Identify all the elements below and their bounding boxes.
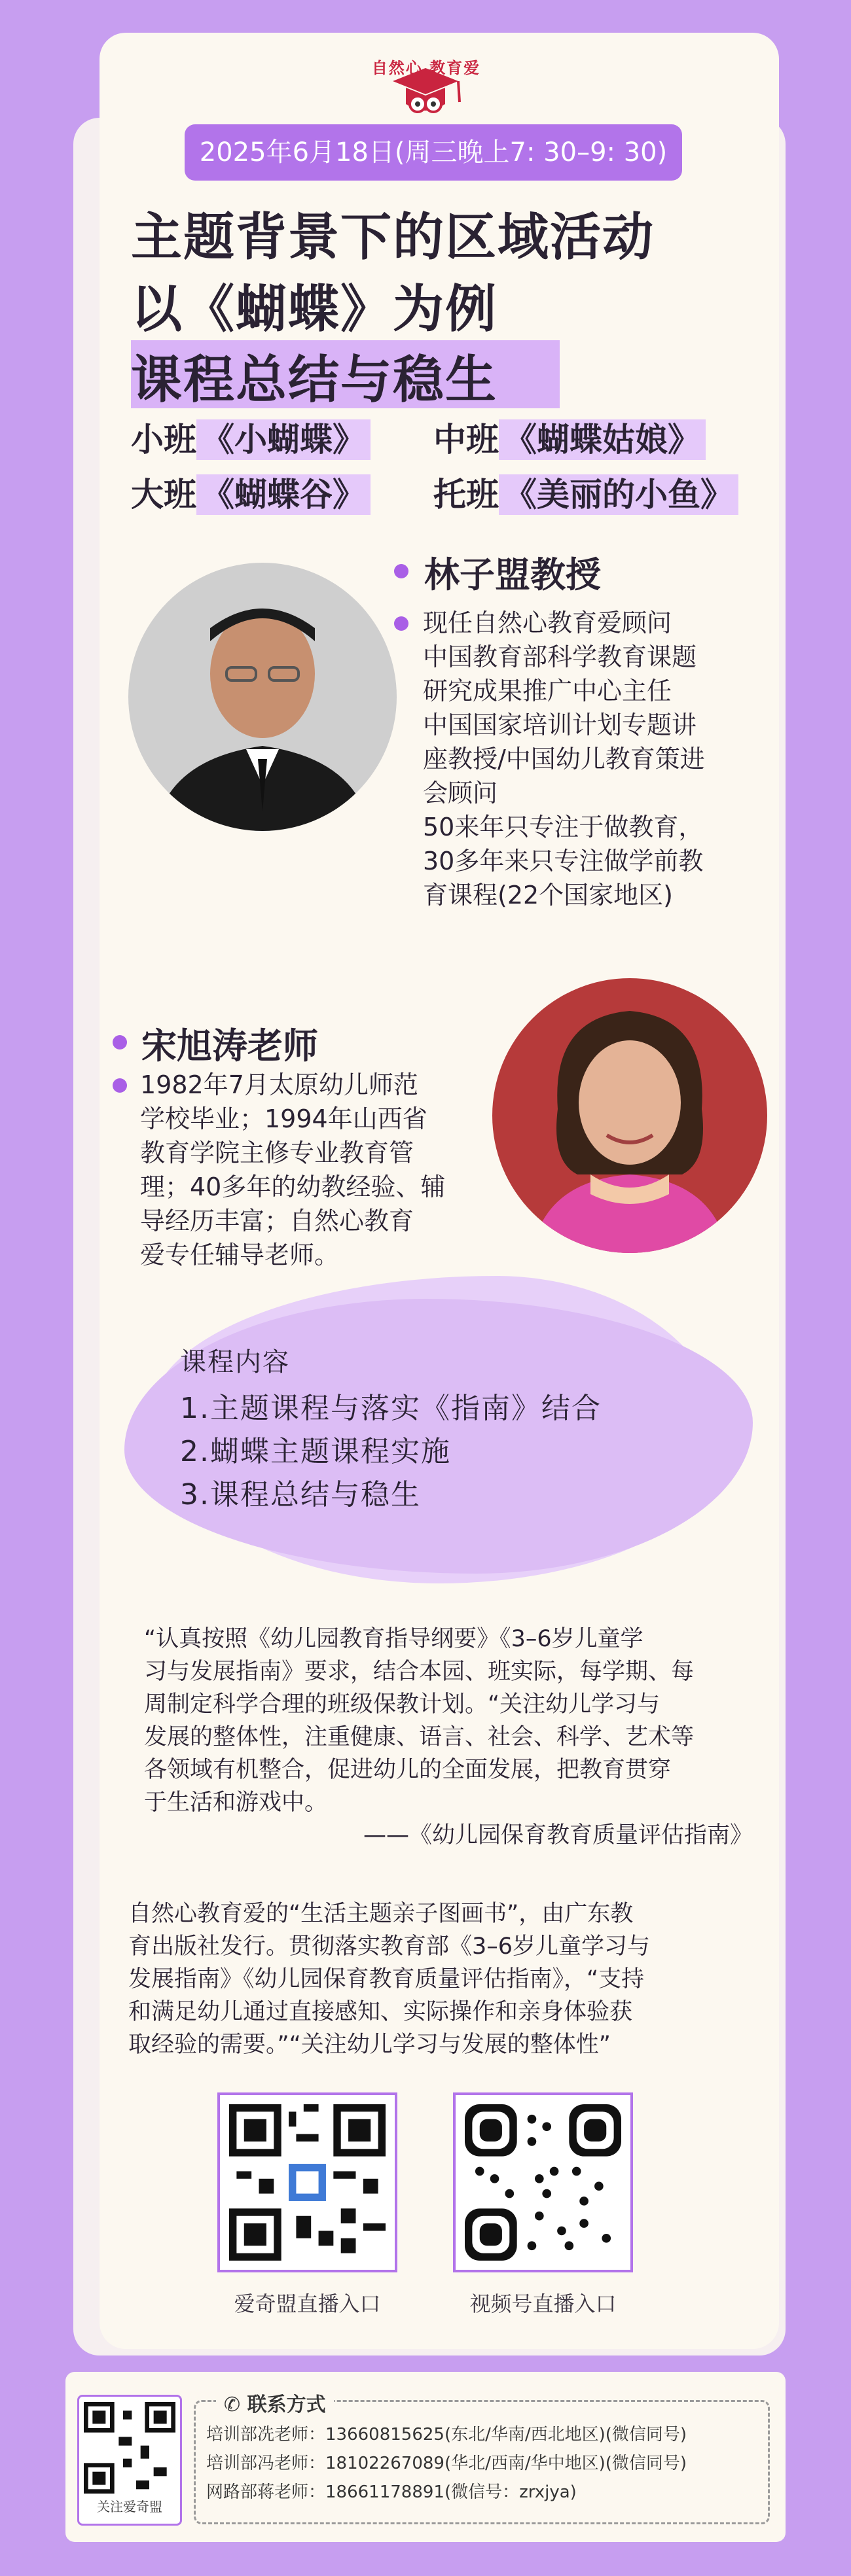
bio-line: 30多年来只专注做学前教 xyxy=(423,847,704,875)
contact-line: 网路部蒋老师：18661178891(微信号：zrxjya) xyxy=(206,2482,577,2502)
book-line: 育出版社发行。贯彻落实教育部《3–6岁儿童学习与 xyxy=(128,1933,651,1960)
class-theme: 《蝴蝶姑娘》 xyxy=(499,419,706,460)
quote-source: ——《幼儿园保育教育质量评估指南》 xyxy=(363,1822,753,1848)
quote-block xyxy=(144,1623,753,1852)
bio-line: 1982年7月太原幼儿师范 xyxy=(140,1070,418,1099)
bio-line: 50来年只专注于做教育， xyxy=(423,813,704,841)
book-line: 自然心教育爱的“生活主题亲子图画书”，由广东教 xyxy=(128,1901,634,1927)
bio-line: 中国国家培训计划专题讲 xyxy=(423,711,697,739)
bio-line: 理；40多年的幼教经验、辅 xyxy=(140,1173,446,1201)
phone-icon: ✆ xyxy=(224,2393,241,2416)
bio-line: 中国教育部科学教育课题 xyxy=(423,643,697,671)
book-line: 和满足幼儿通过直接感知、实际操作和亲身体验获 xyxy=(128,1999,633,2025)
contact-line: 培训部冼老师：13660815625(东北/华南/西北地区)(微信同号) xyxy=(206,2425,687,2444)
title-line-1: 主题背景下的区域活动 xyxy=(131,208,655,267)
class-level: 大班 xyxy=(131,476,196,514)
book-block xyxy=(128,1897,757,2061)
bio-line: 研究成果推广中心主任 xyxy=(423,677,672,705)
bio-line: 爱专任辅导老师。 xyxy=(140,1241,340,1269)
speaker1-name xyxy=(424,547,601,597)
bio-line: 座教授/中国幼儿教育策进 xyxy=(423,745,705,773)
speaker1-portrait xyxy=(128,563,397,831)
speaker2-portrait xyxy=(492,978,767,1253)
course-title: 课程内容 xyxy=(180,1347,290,1377)
logo-text: 自然心 教育爱 xyxy=(371,59,481,77)
course-item: 3.课程总结与稳生 xyxy=(180,1478,421,1511)
bullet-dot xyxy=(113,1035,127,1050)
class-large xyxy=(131,468,371,516)
class-level: 中班 xyxy=(433,421,499,459)
bio-line: 导经历丰富；自然心教育 xyxy=(140,1207,414,1235)
class-theme: 《蝴蝶谷》 xyxy=(196,474,371,515)
follow-qr-code[interactable] xyxy=(77,2395,182,2526)
bio-line: 学校毕业；1994年山西省 xyxy=(140,1104,427,1133)
quote-line: 周制定科学合理的班级保教计划。“关注幼儿学习与 xyxy=(144,1691,661,1718)
quote-line: “认真按照《幼儿园教育指导纲要》《3–6岁儿童学 xyxy=(144,1626,643,1652)
speaker2-name-text: 宋旭涛老师 xyxy=(141,1025,318,1067)
quote-line: 于生活和游戏中。 xyxy=(144,1790,328,1816)
bullet-dot xyxy=(394,564,408,578)
bio-line: 现任自然心教育爱顾问 xyxy=(423,609,672,637)
book-line: 取经验的需要。”“关注幼儿学习与发展的整体性” xyxy=(128,2032,611,2058)
speaker1-name-text: 林子盟教授 xyxy=(424,554,601,595)
quote-line: 各领域有机整合，促进幼儿的全面发展，把教育贯穿 xyxy=(144,1757,672,1783)
class-small xyxy=(131,414,371,461)
aiqimeng-live-label: 爱奇盟直播入口 xyxy=(234,2291,381,2316)
qr-code-icon xyxy=(84,2402,175,2494)
title-line-3: 课程总结与稳生 xyxy=(131,351,498,410)
quote-line: 习与发展指南》要求，结合本园、班实际，每学期、每 xyxy=(144,1659,695,1685)
qr-code-icon xyxy=(229,2104,386,2261)
bullet-dot xyxy=(113,1078,127,1093)
aiqimeng-live-qr-code[interactable] xyxy=(217,2092,397,2272)
quote-line: 发展的整体性，注重健康、语言、社会、科学、艺术等 xyxy=(144,1724,695,1750)
bullet-dot xyxy=(394,616,408,631)
speaker2-name xyxy=(141,1018,318,1068)
bio-line: 育课程(22个国家地区) xyxy=(423,881,674,909)
contact-line: 培训部冯老师：18102267089(华北/西南/华中地区)(微信同号) xyxy=(206,2454,687,2473)
title-line-2: 以《蝴蝶》为例 xyxy=(131,280,498,339)
speaker1-bio xyxy=(423,606,705,912)
speaker2-bio xyxy=(140,1068,445,1272)
date-banner: 2025年6月18日(周三晚上7: 30–9: 30) xyxy=(185,124,682,181)
contact-title xyxy=(216,2388,334,2417)
class-level: 托班 xyxy=(433,476,499,514)
bio-line: 会顾问 xyxy=(423,779,498,807)
class-toddler xyxy=(433,468,738,516)
class-middle xyxy=(433,414,706,461)
course-item: 1.主题课程与落实《指南》结合 xyxy=(180,1392,602,1425)
bio-line: 教育学院主修专业教育管 xyxy=(140,1138,414,1167)
follow-label: 关注爱奇盟 xyxy=(97,2499,162,2514)
class-level: 小班 xyxy=(131,421,196,459)
book-line: 发展指南》《幼儿园保育教育质量评估指南》，“支持 xyxy=(128,1966,645,1992)
video-channel-live-qr-code[interactable] xyxy=(453,2092,633,2272)
contact-title-text: 联系方式 xyxy=(247,2393,326,2416)
class-theme: 《小蝴蝶》 xyxy=(196,419,371,460)
qr-code-icon xyxy=(465,2104,621,2261)
course-item: 2.蝴蝶主题课程实施 xyxy=(180,1435,451,1468)
class-theme: 《美丽的小鱼》 xyxy=(499,474,738,515)
video-channel-live-label: 视频号直播入口 xyxy=(469,2291,617,2316)
